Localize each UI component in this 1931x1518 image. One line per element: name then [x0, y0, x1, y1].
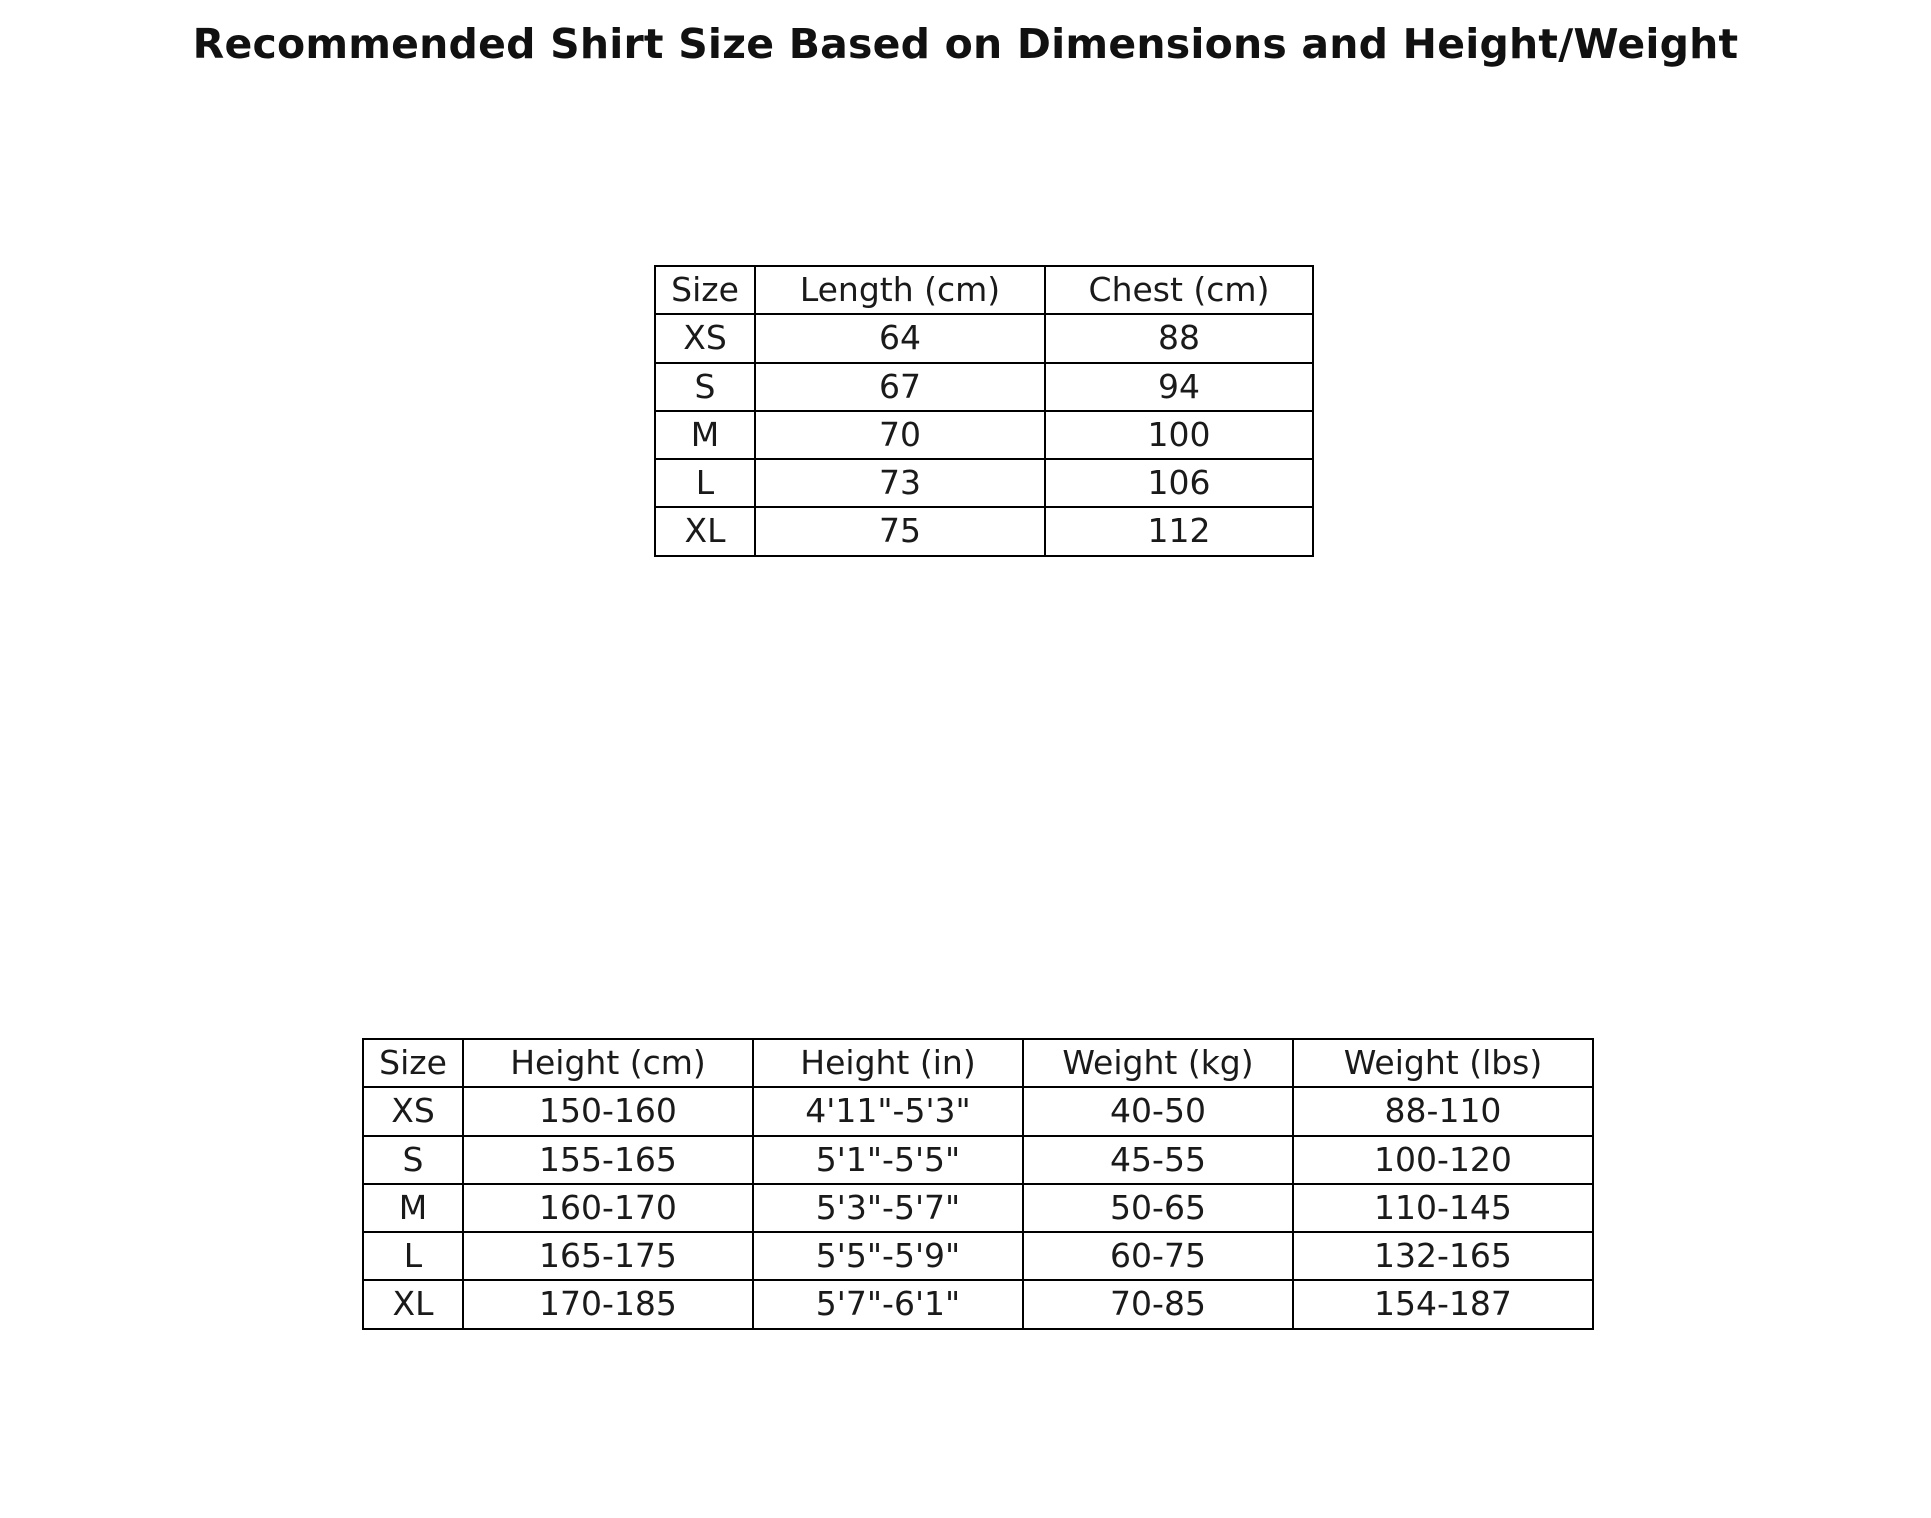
cell-size: XL	[363, 1280, 463, 1328]
column-header-weight-kg: Weight (kg)	[1023, 1039, 1293, 1087]
table-row	[655, 363, 1313, 411]
cell-weight-lbs: 100-120	[1293, 1136, 1593, 1184]
cell-size: XS	[655, 314, 755, 362]
column-header-weight-lbs: Weight (lbs)	[1293, 1039, 1593, 1087]
table-header-row	[655, 266, 1313, 314]
cell-length: 75	[755, 507, 1045, 555]
cell-chest: 100	[1045, 411, 1313, 459]
cell-length: 67	[755, 363, 1045, 411]
cell-size: XL	[655, 507, 755, 555]
cell-height-cm: 160-170	[463, 1184, 753, 1232]
cell-chest: 106	[1045, 459, 1313, 507]
column-header-height-cm: Height (cm)	[463, 1039, 753, 1087]
cell-weight-lbs: 110-145	[1293, 1184, 1593, 1232]
cell-weight-lbs: 132-165	[1293, 1232, 1593, 1280]
cell-height-in: 5'1"-5'5"	[753, 1136, 1023, 1184]
cell-weight-kg: 50-65	[1023, 1184, 1293, 1232]
table-row	[363, 1136, 1593, 1184]
table-row	[655, 411, 1313, 459]
shirt-dimensions-table	[654, 265, 1314, 557]
table-row	[363, 1232, 1593, 1280]
cell-weight-kg: 45-55	[1023, 1136, 1293, 1184]
cell-chest: 94	[1045, 363, 1313, 411]
cell-size: M	[363, 1184, 463, 1232]
column-header-size: Size	[363, 1039, 463, 1087]
cell-height-in: 5'5"-5'9"	[753, 1232, 1023, 1280]
cell-height-cm: 155-165	[463, 1136, 753, 1184]
cell-weight-kg: 40-50	[1023, 1087, 1293, 1135]
cell-height-cm: 165-175	[463, 1232, 753, 1280]
cell-weight-lbs: 88-110	[1293, 1087, 1593, 1135]
cell-weight-kg: 70-85	[1023, 1280, 1293, 1328]
table-row	[363, 1184, 1593, 1232]
cell-weight-kg: 60-75	[1023, 1232, 1293, 1280]
cell-height-in: 5'3"-5'7"	[753, 1184, 1023, 1232]
cell-height-in: 4'11"-5'3"	[753, 1087, 1023, 1135]
cell-height-cm: 170-185	[463, 1280, 753, 1328]
column-header-size: Size	[655, 266, 755, 314]
page-title: Recommended Shirt Size Based on Dimensions and Height/Weight	[192, 20, 1739, 68]
cell-height-cm: 150-160	[463, 1087, 753, 1135]
table-row	[363, 1087, 1593, 1135]
cell-length: 73	[755, 459, 1045, 507]
cell-size: S	[655, 363, 755, 411]
table-row	[363, 1280, 1593, 1328]
column-header-height-in: Height (in)	[753, 1039, 1023, 1087]
table-row	[655, 459, 1313, 507]
column-header-chest: Chest (cm)	[1045, 266, 1313, 314]
table-row	[655, 314, 1313, 362]
height-weight-table	[362, 1038, 1594, 1330]
cell-size: XS	[363, 1087, 463, 1135]
cell-size: L	[363, 1232, 463, 1280]
cell-length: 64	[755, 314, 1045, 362]
column-header-length: Length (cm)	[755, 266, 1045, 314]
cell-length: 70	[755, 411, 1045, 459]
cell-size: M	[655, 411, 755, 459]
cell-size: S	[363, 1136, 463, 1184]
cell-weight-lbs: 154-187	[1293, 1280, 1593, 1328]
cell-chest: 112	[1045, 507, 1313, 555]
cell-size: L	[655, 459, 755, 507]
table-header-row	[363, 1039, 1593, 1087]
cell-height-in: 5'7"-6'1"	[753, 1280, 1023, 1328]
cell-chest: 88	[1045, 314, 1313, 362]
table-row	[655, 507, 1313, 555]
